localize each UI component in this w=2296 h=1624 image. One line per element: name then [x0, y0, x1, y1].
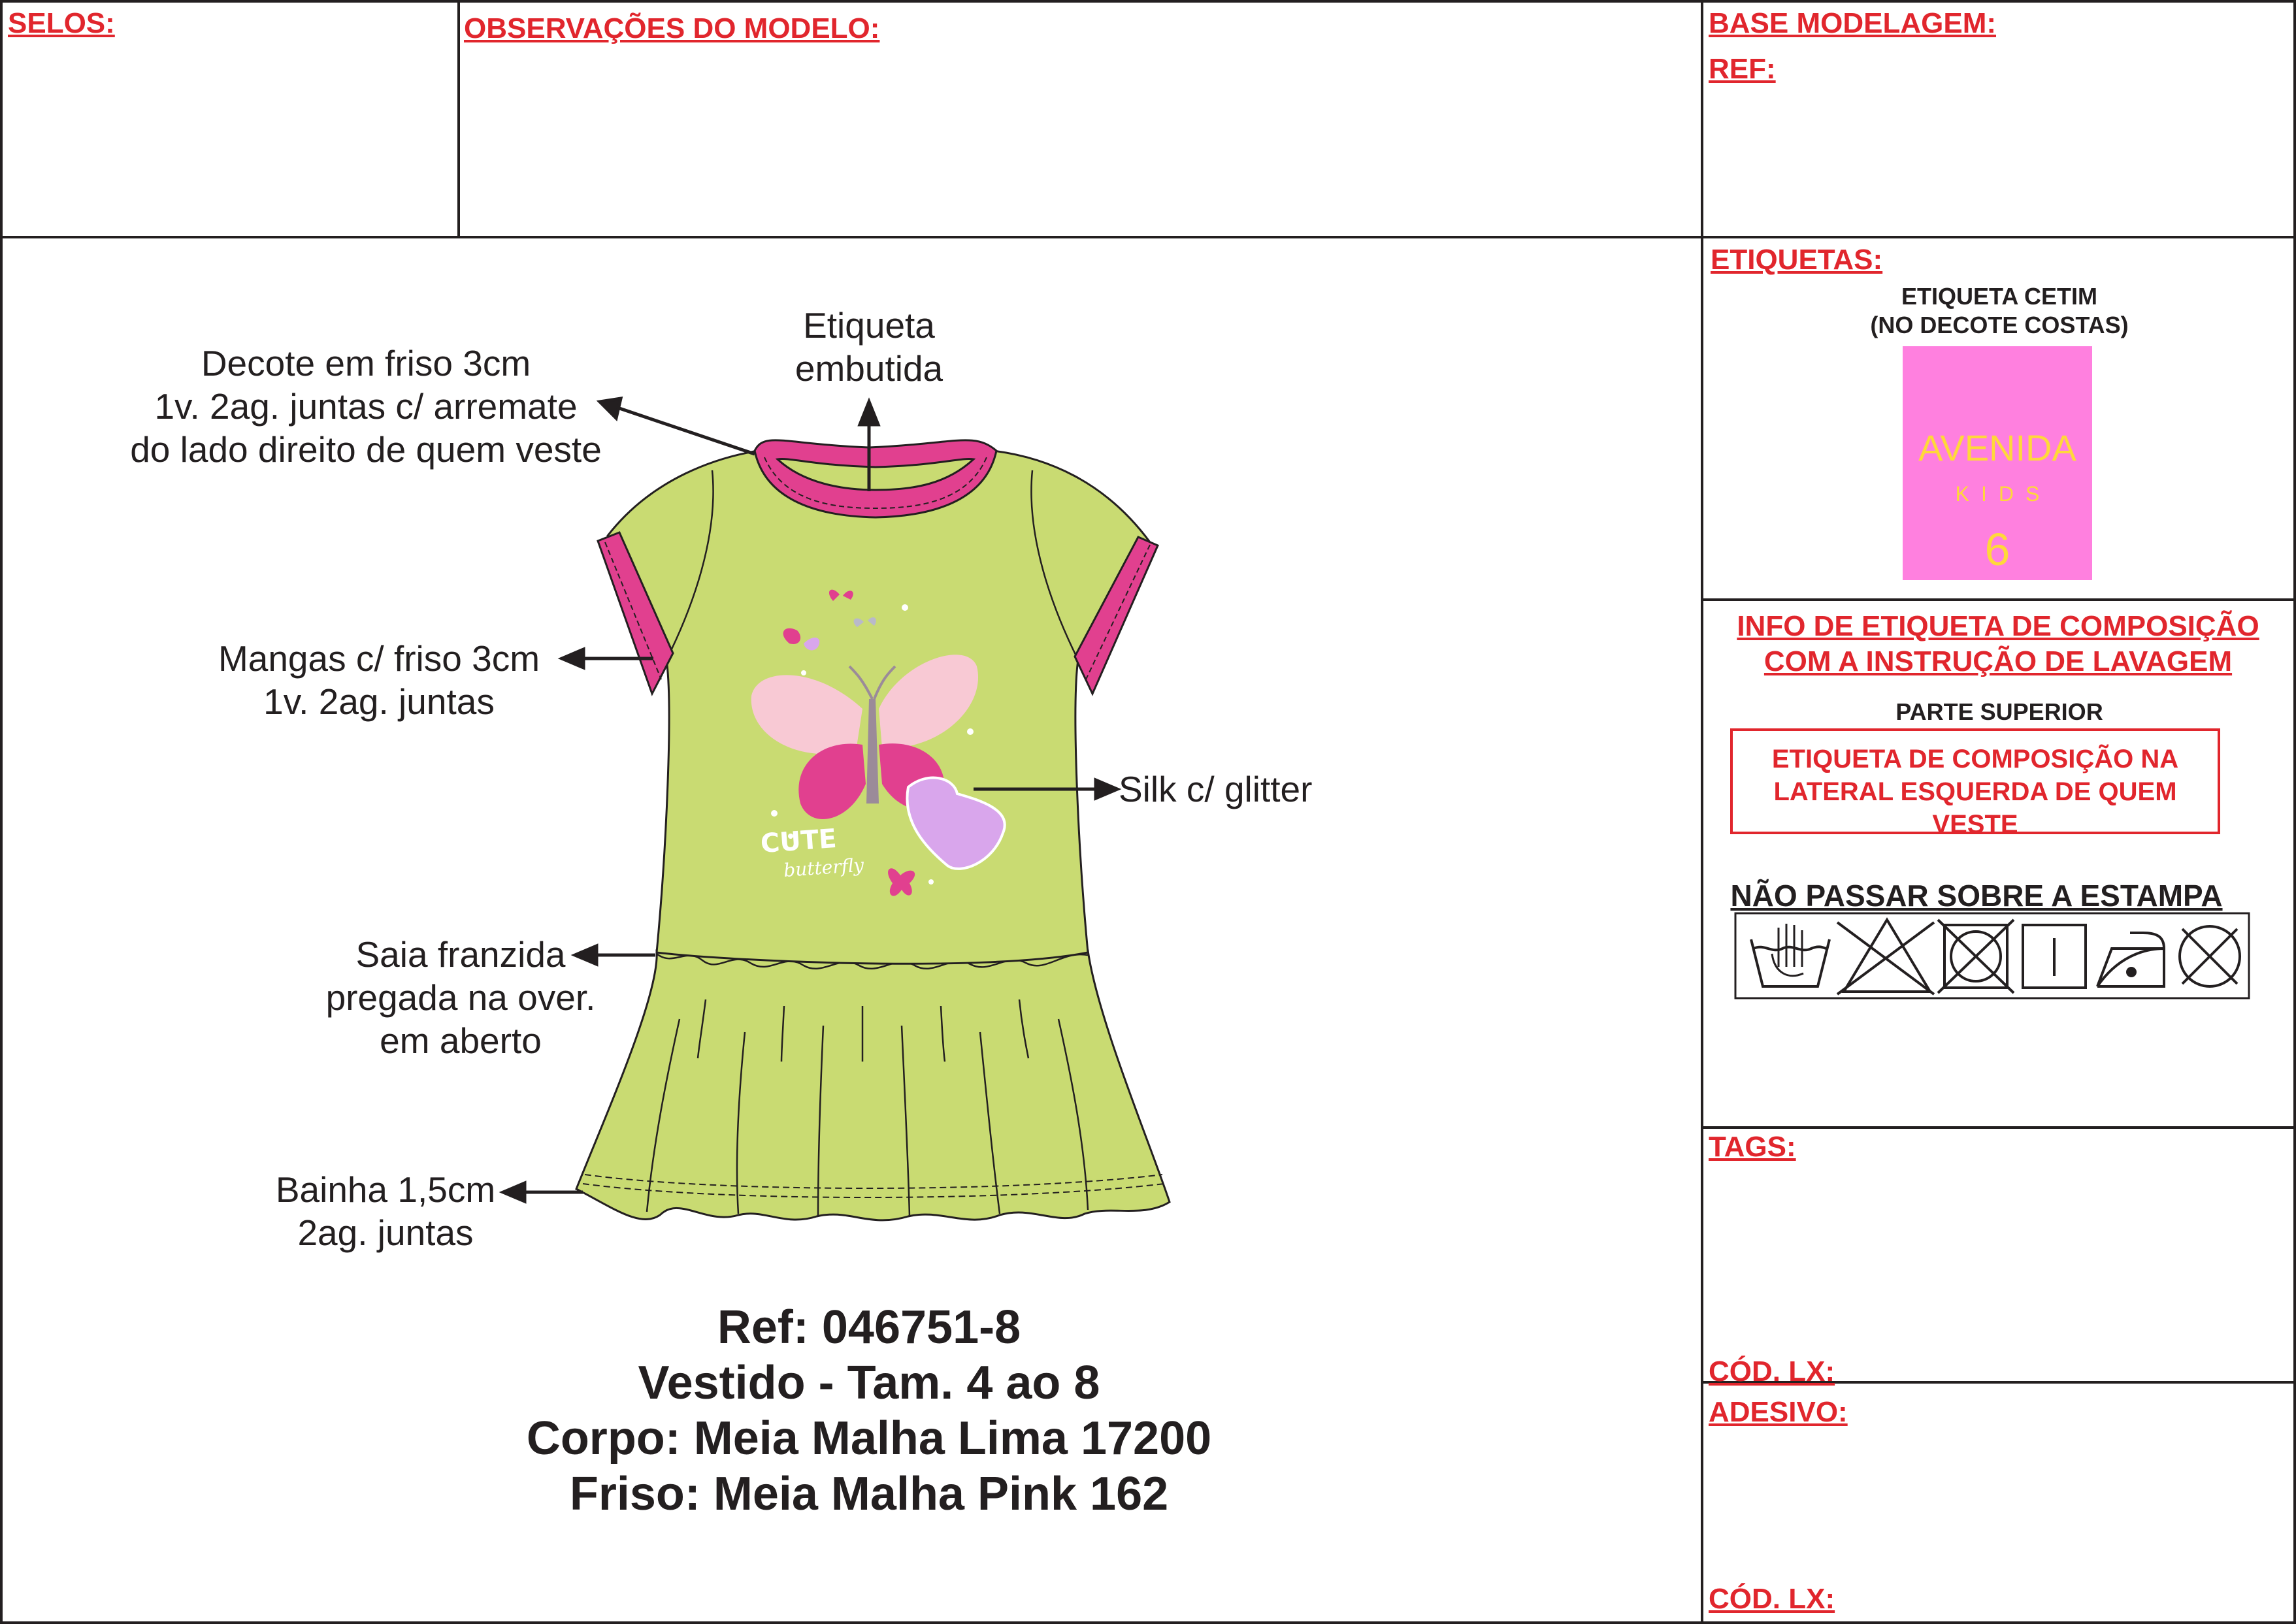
print-text-main: CUTE: [759, 823, 838, 859]
label-size: 6: [1984, 524, 2010, 575]
print-text-script: butterfly: [783, 854, 865, 881]
tags-code-label: CÓD. LX:: [1709, 1356, 1835, 1388]
observacoes-label: OBSERVAÇÕES DO MODELO:: [464, 12, 880, 44]
annotation-etiqueta: Etiqueta embutida: [795, 305, 943, 389]
dress-illustration: [576, 440, 1170, 1220]
do-not-tumble-dry-icon: [1938, 920, 2014, 993]
brand-sub: KIDS: [1955, 482, 2052, 506]
product-ref: Ref: 046751-8: [717, 1301, 1021, 1354]
brand-label-card: [1903, 346, 2092, 580]
product-body: Corpo: Meia Malha Lima 17200: [526, 1412, 1212, 1465]
adesivo-label: ADESIVO:: [1709, 1396, 1848, 1428]
base-modelagem-label: BASE MODELAGEM:: [1709, 7, 1996, 39]
do-not-dry-clean-icon: [2180, 926, 2240, 986]
etiqueta-caption: ETIQUETA CETIM (NO DECOTE COSTAS): [1870, 283, 2129, 338]
dress-bodice: [608, 451, 1150, 964]
annotation-saia: Saia franzida pregada na over. em aberto: [325, 934, 596, 1061]
do-not-bleach-icon: [1837, 920, 1934, 994]
brand-name: AVENIDA: [1918, 427, 2076, 468]
annotation-decote: Decote em friso 3cm 1v. 2ag. juntas c/ arremate do lado direito de quem veste: [130, 343, 602, 470]
product-name: Vestido - Tam. 4 ao 8: [638, 1357, 1100, 1409]
iron-low-icon: [2097, 933, 2164, 986]
annotation-silk: Silk c/ glitter: [1119, 769, 1313, 809]
annotation-bainha: Bainha 1,5cm 2ag. juntas: [275, 1169, 496, 1253]
composition-position: PARTE SUPERIOR: [1895, 698, 2103, 725]
ref-label: REF:: [1709, 53, 1776, 85]
composition-title: INFO DE ETIQUETA DE COMPOSIÇÃO COM A INSTRUÇÃO DE LAVAGEM: [1737, 610, 2259, 677]
adesivo-code-label: CÓD. LX:: [1709, 1583, 1835, 1615]
care-symbols: [1735, 913, 2249, 998]
hand-wash-icon: [1751, 924, 1829, 986]
line-dry-icon: [2023, 925, 2086, 988]
etiquetas-label: ETIQUETAS:: [1711, 244, 1883, 276]
composition-box: ETIQUETA DE COMPOSIÇÃO NA LATERAL ESQUERDA DE QUEM VESTE: [1730, 728, 2220, 834]
tags-label: TAGS:: [1709, 1131, 1796, 1163]
product-trim: Friso: Meia Malha Pink 162: [569, 1468, 1169, 1520]
product-info: [457, 1300, 1281, 1522]
selos-label: SELOS:: [8, 7, 115, 39]
annotation-mangas: Mangas c/ friso 3cm 1v. 2ag. juntas: [218, 638, 540, 722]
print-warning: NÃO PASSAR SOBRE A ESTAMPA: [1730, 879, 2223, 913]
